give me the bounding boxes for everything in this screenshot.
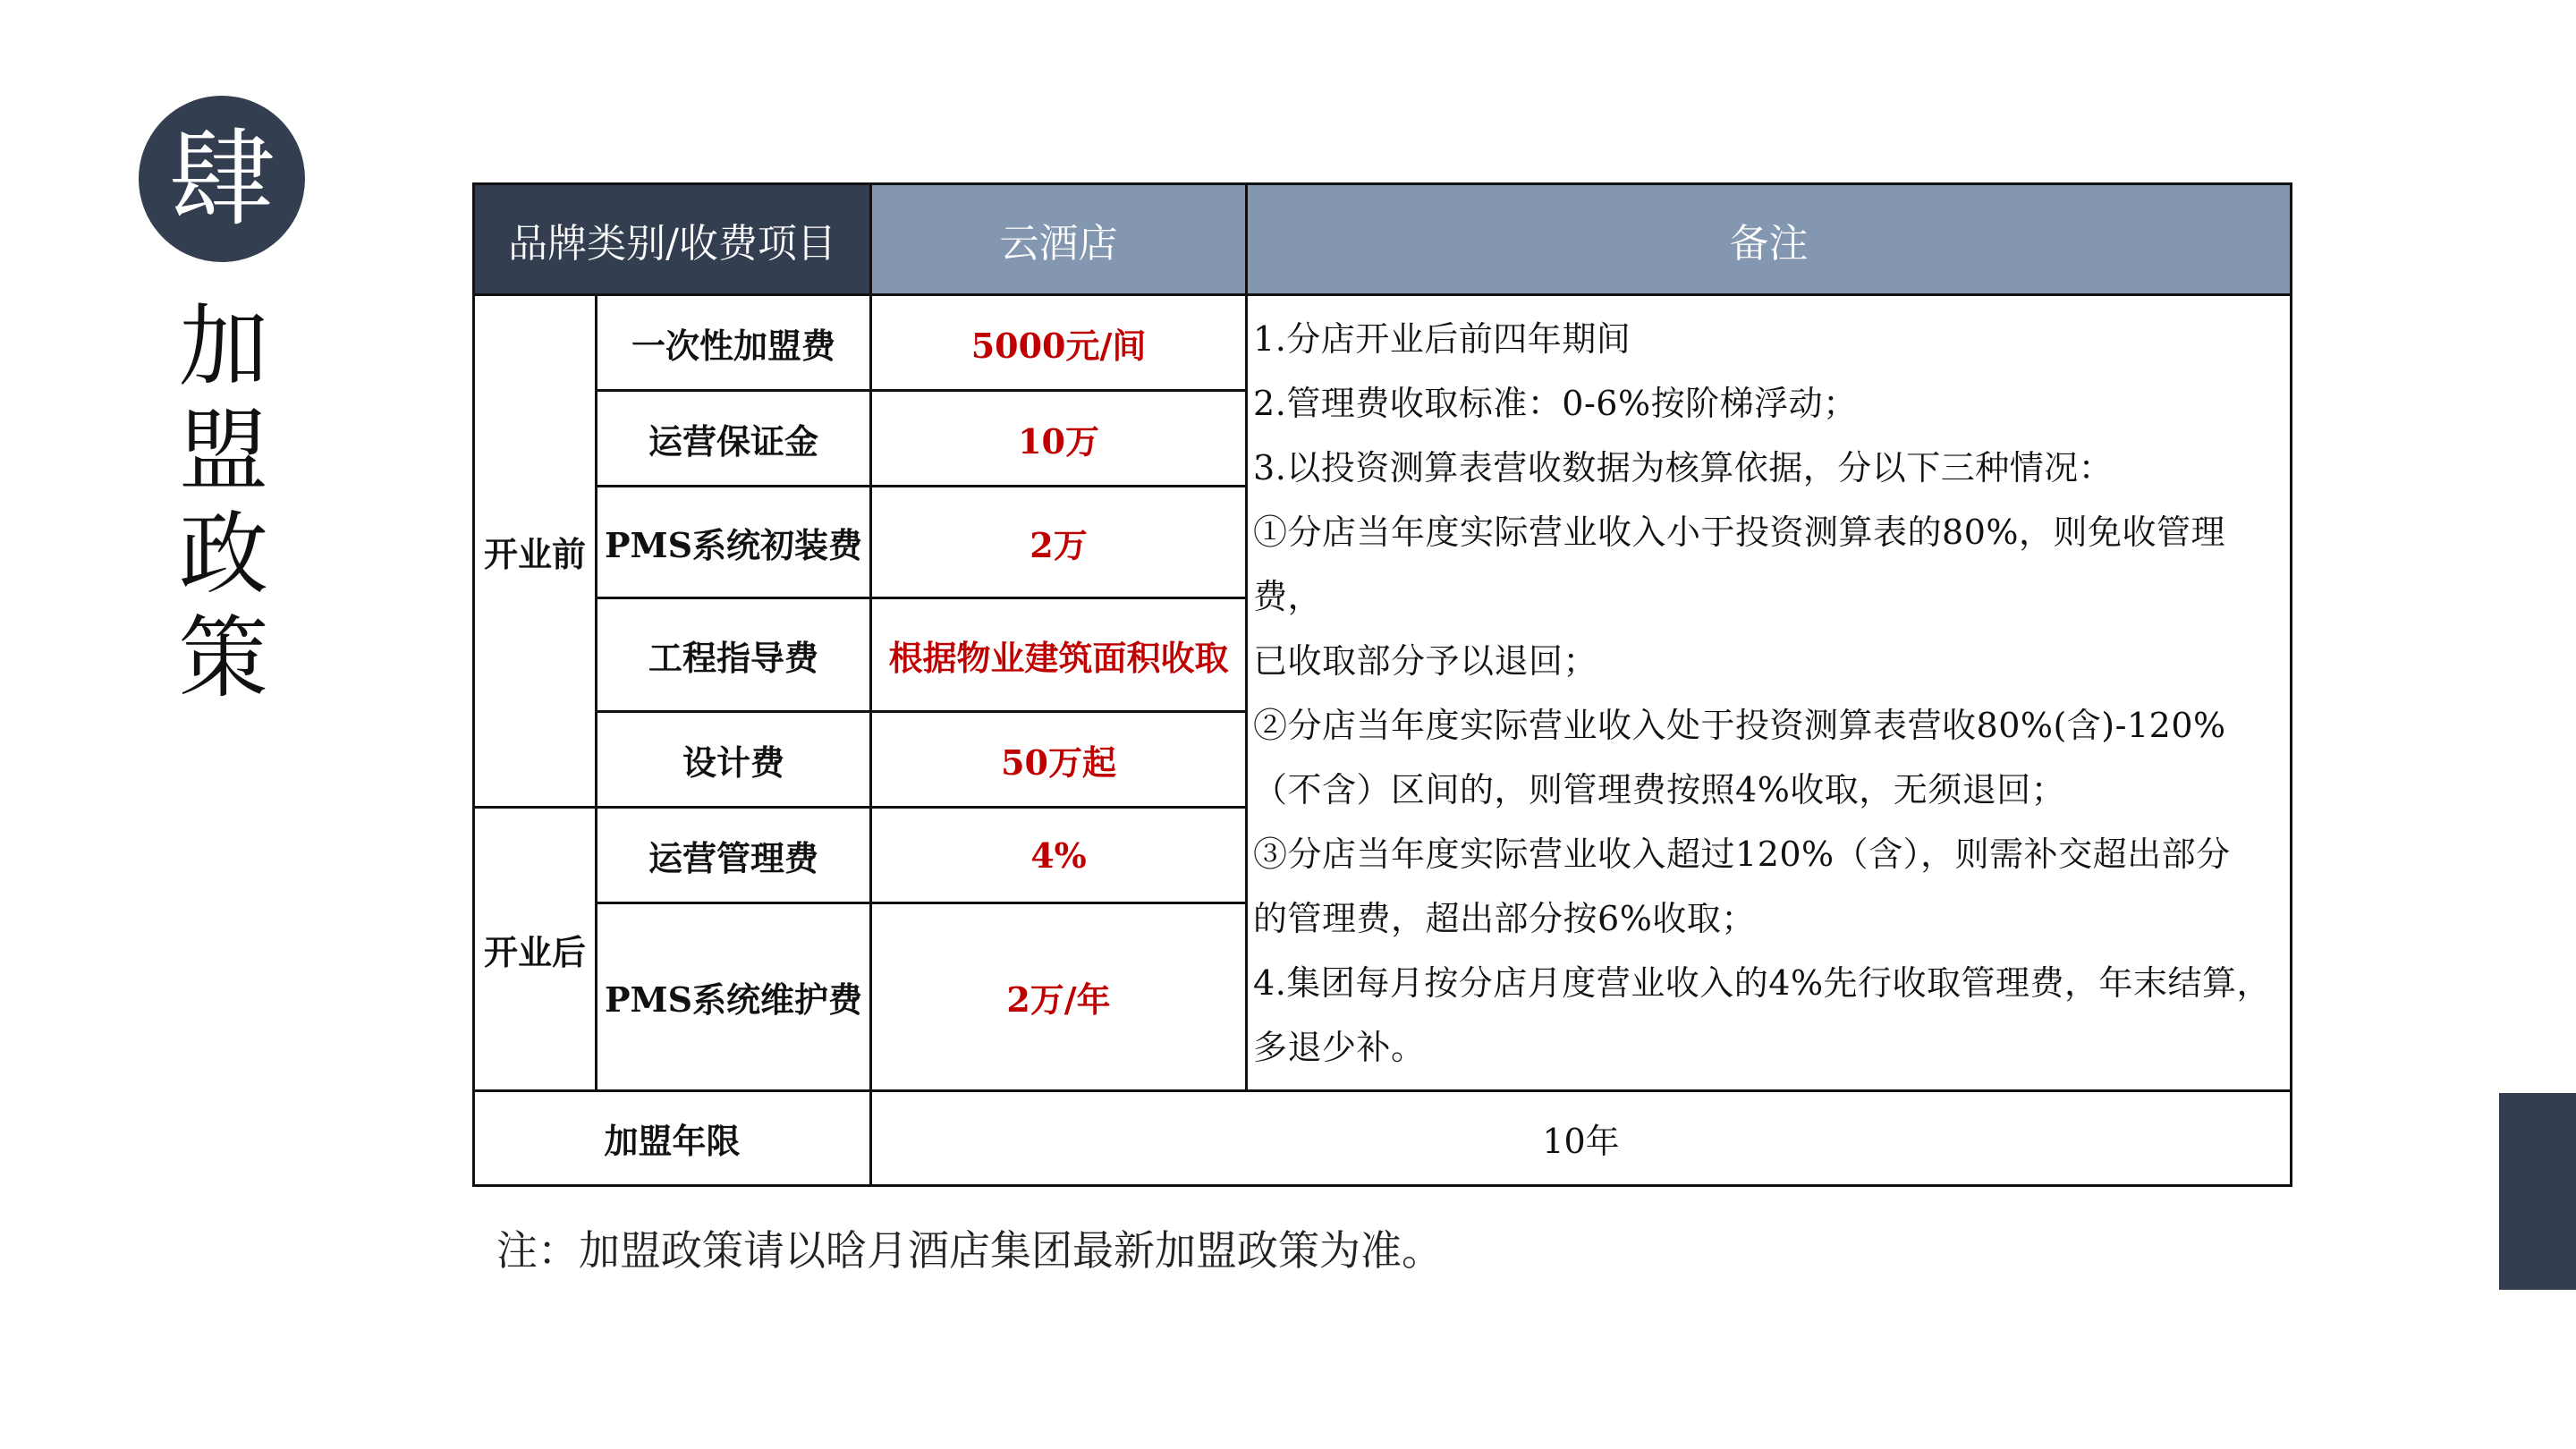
remark-line: 3.以投资测算表营收数据为核算依据，分以下三种情况：	[1253, 447, 2114, 487]
fee-item: 运营保证金	[597, 391, 871, 487]
section-numeral: 肆	[168, 117, 275, 241]
remark-line: 的管理费，超出部分按6%收取；	[1253, 898, 1756, 938]
decorative-side-block	[2499, 1093, 2576, 1290]
table-row-term	[474, 1091, 2292, 1186]
fee-item: PMS系统维护费	[597, 903, 871, 1091]
fee-item: PMS系统初装费	[597, 487, 871, 598]
section-number-badge	[139, 96, 305, 262]
fee-value: 2万/年	[871, 903, 1247, 1091]
group-label-post-opening: 开业后	[474, 808, 597, 1091]
term-value: 10年	[871, 1091, 2292, 1186]
table-header-row	[474, 184, 2292, 295]
fee-value: 4%	[871, 808, 1247, 903]
header-category: 品牌类别/收费项目	[474, 184, 871, 295]
remark-line: 已收取部分予以退回；	[1253, 640, 1598, 681]
footnote: 注：加盟政策请以晗月酒店集团最新加盟政策为准。	[496, 1226, 1443, 1275]
remark-line: 多退少补。	[1253, 1027, 1426, 1067]
remark-line: 2.管理费收取标准：0-6%按阶梯浮动；	[1253, 383, 1858, 423]
remark-line: 4.集团每月按分店月度营业收入的4%先行收取管理费，年末结算，	[1253, 962, 2272, 1003]
remark-line: 1.分店开业后前四年期间	[1253, 318, 1631, 359]
fee-item: 工程指导费	[597, 598, 871, 712]
fee-value: 2万	[871, 487, 1247, 598]
remarks-cell	[1247, 295, 2292, 1091]
fee-item: 运营管理费	[597, 808, 871, 903]
term-label: 加盟年限	[474, 1091, 871, 1186]
remark-line: ①分店当年度实际营业收入小于投资测算表的80%，则免收管理费，	[1253, 512, 2225, 616]
fee-value: 根据物业建筑面积收取	[871, 598, 1247, 712]
fee-item: 设计费	[597, 712, 871, 808]
table-row	[474, 295, 2292, 391]
remark-line: （不含）区间的，则管理费按照4%收取，无须退回；	[1253, 769, 2066, 809]
fee-value: 10万	[871, 391, 1247, 487]
fee-value: 50万起	[871, 712, 1247, 808]
section-title: 加 盟 政 策	[179, 294, 268, 710]
franchise-fee-table	[472, 182, 2292, 1187]
remark-line: ②分店当年度实际营业收入处于投资测算表营收80%(含)-120%	[1253, 705, 2226, 745]
header-remark: 备注	[1247, 184, 2292, 295]
remark-line: ③分店当年度实际营业收入超过120%（含），则需补交超出部分	[1253, 834, 2231, 874]
group-label-pre-opening: 开业前	[474, 295, 597, 808]
fee-item: 一次性加盟费	[597, 295, 871, 391]
header-brand: 云酒店	[871, 184, 1247, 295]
fee-value: 5000元/间	[871, 295, 1247, 391]
